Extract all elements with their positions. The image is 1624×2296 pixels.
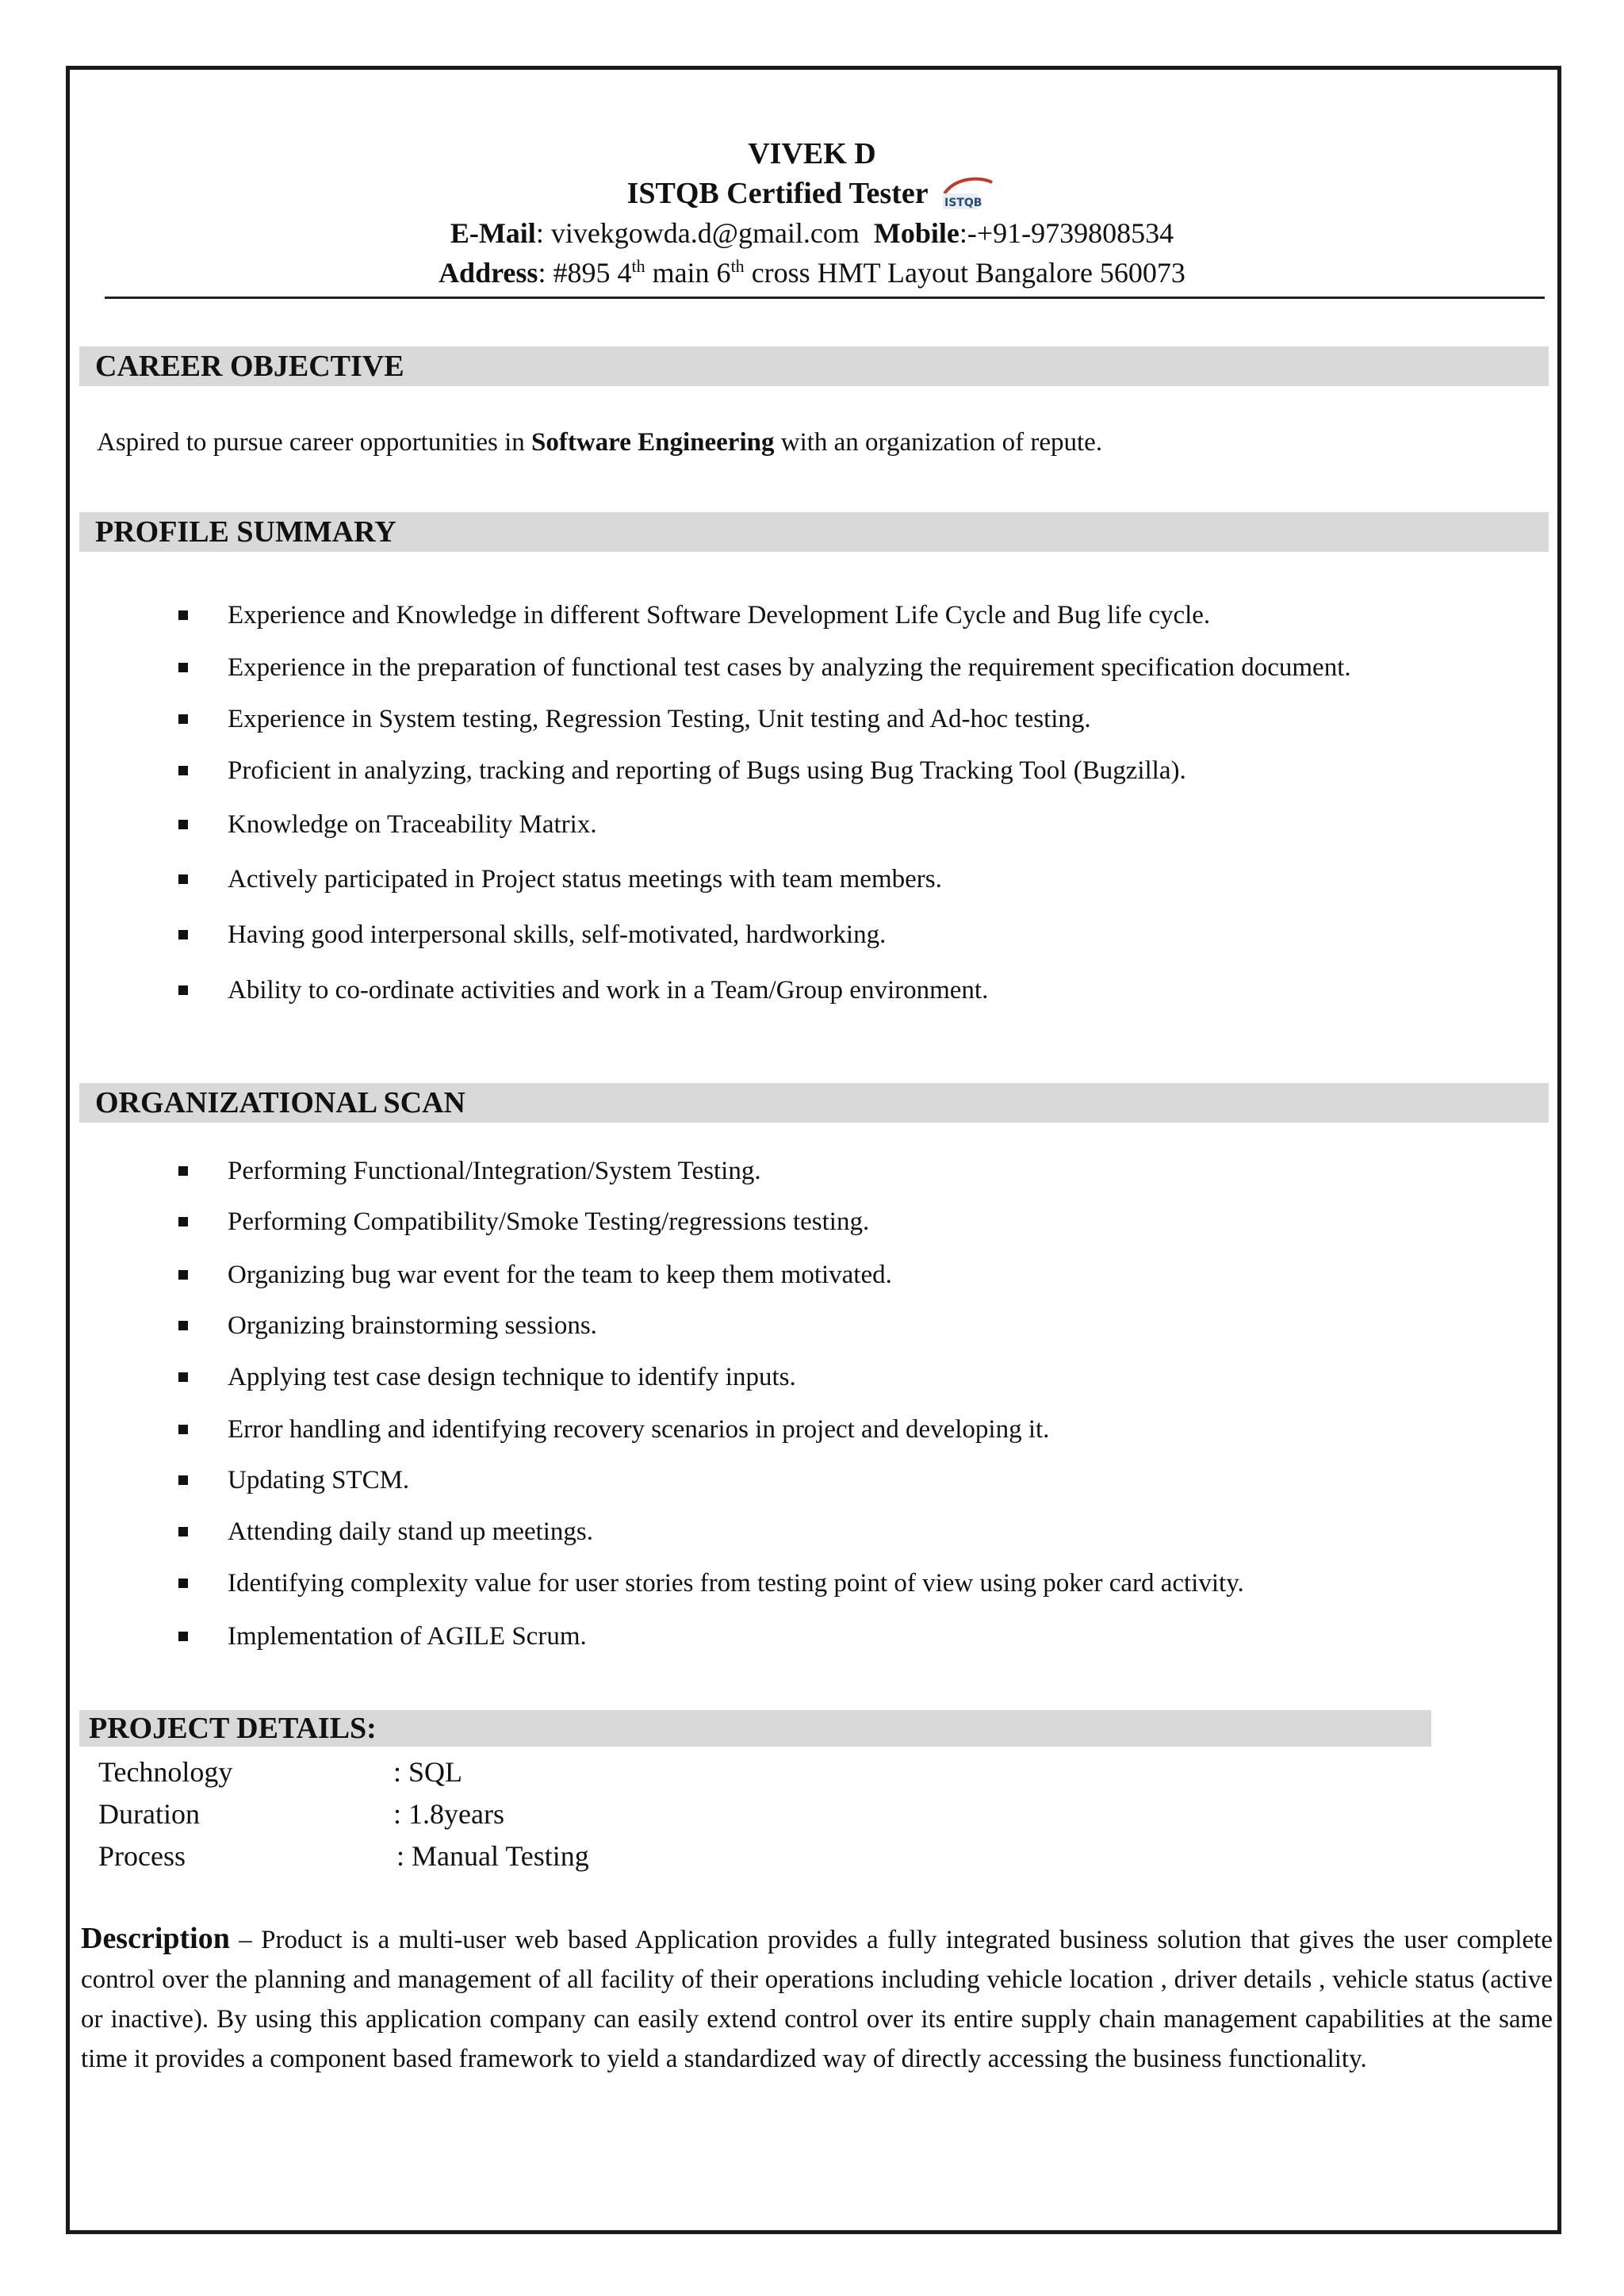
mobile-label: Mobile <box>873 217 959 249</box>
list-item-text: Applying test case design technique to identify inputs. <box>228 1363 796 1391</box>
bullet-icon <box>178 766 188 775</box>
bullet-icon <box>178 1475 188 1485</box>
project-label-process: Process <box>98 1840 186 1872</box>
header-divider <box>105 297 1545 299</box>
objective-text-bold: Software Engineering <box>531 428 775 457</box>
list-item-text: Experience in the preparation of functional test cases by analyzing the requirement specification document. <box>228 653 1351 682</box>
profile-summary-heading: PROFILE SUMMARY <box>79 512 1549 552</box>
bullet-icon <box>178 1321 188 1330</box>
candidate-name: VIVEK D <box>748 137 876 170</box>
objective-text-part: Aspired to pursue career opportunities in <box>97 428 532 457</box>
list-item-text: Identifying complexity value for user stories from testing point of view using poker card activity. <box>228 1569 1244 1598</box>
list-item-text: Organizing bug war event for the team to keep them motivated. <box>228 1261 892 1289</box>
bullet-icon <box>178 930 188 939</box>
project-value-technology: : SQL <box>393 1756 463 1788</box>
bullet-icon <box>178 1527 188 1536</box>
address-line: Address: #895 4th main 6th cross HMT Layout Bangalore 560073 <box>439 256 1185 289</box>
address-label: Address <box>439 257 538 289</box>
bullet-icon <box>178 985 188 995</box>
email-value: vivekgowda.d@gmail.com <box>550 217 860 249</box>
bullet-icon <box>178 1270 188 1280</box>
project-label-duration: Duration <box>98 1798 200 1830</box>
bullet-icon <box>178 1372 188 1382</box>
istqb-logo-icon <box>940 176 997 216</box>
organizational-scan-heading: ORGANIZATIONAL SCAN <box>79 1083 1549 1123</box>
career-objective-heading: CAREER OBJECTIVE <box>79 346 1549 386</box>
career-objective-text <box>97 428 1102 457</box>
address-sup: th <box>631 256 645 276</box>
project-label-technology: Technology <box>98 1756 233 1788</box>
description-label: Description <box>81 1922 230 1955</box>
address-sup: th <box>730 256 745 276</box>
project-details-heading: PROJECT DETAILS: <box>79 1710 1431 1747</box>
list-item-text: Performing Functional/Integration/System Testing. <box>228 1157 761 1185</box>
bullet-icon <box>178 1632 188 1641</box>
bullet-icon <box>178 610 188 620</box>
email-label: E-Mail <box>450 217 536 249</box>
list-item-text: Experience in System testing, Regression Testing, Unit testing and Ad-hoc testing. <box>228 705 1091 733</box>
address-part: main 6 <box>645 257 731 289</box>
project-value-process: : Manual Testing <box>396 1840 589 1872</box>
project-description <box>81 1919 1553 2079</box>
list-item-text: Actively participated in Project status meetings with team members. <box>228 865 942 894</box>
list-item-text: Updating STCM. <box>228 1466 410 1494</box>
address-part: #895 4 <box>553 257 632 289</box>
list-item-text: Proficient in analyzing, tracking and reporting of Bugs using Bug Tracking Tool (Bugzilla). <box>228 756 1186 785</box>
list-item-text: Attending daily stand up meetings. <box>228 1517 594 1546</box>
description-text: – Product is a multi-user web based Application provides a fully integrated business solution that gives the user complete control over the planning and management of all facility of their operations including vehicle location , driver details , vehicle status (active or inactive). By using this application company can easily extend control over its entire supply chain management capabilities at the same time it provides a component based framework to yield a standardized way of directly accessing the business functionality. <box>81 1926 1553 2073</box>
list-item-text: Experience and Knowledge in different Software Development Life Cycle and Bug life cycle. <box>228 601 1211 629</box>
bullet-icon <box>178 820 188 829</box>
list-item-text: Performing Compatibility/Smoke Testing/regressions testing. <box>228 1207 870 1236</box>
project-value-duration: : 1.8years <box>393 1798 504 1830</box>
bullet-icon <box>178 663 188 672</box>
address-part: cross HMT Layout Bangalore 560073 <box>744 257 1185 289</box>
list-item-text: Ability to co-ordinate activities and work in a Team/Group environment. <box>228 976 989 1004</box>
bullet-icon <box>178 874 188 884</box>
bullet-icon <box>178 1425 188 1434</box>
list-item-text: Organizing brainstorming sessions. <box>228 1311 597 1340</box>
list-item-text: Knowledge on Traceability Matrix. <box>228 810 597 839</box>
mobile-value: :-+91-9739808534 <box>959 217 1174 249</box>
list-item-text: Implementation of AGILE Scrum. <box>228 1622 587 1651</box>
certification-title: ISTQB Certified Tester <box>626 177 928 210</box>
contact-line: E-Mail: vivekgowda.d@gmail.com Mobile:-+91-9739808534 <box>450 217 1174 249</box>
bullet-icon <box>178 1166 188 1176</box>
bullet-icon <box>178 1578 188 1588</box>
svg-text:ISTQB: ISTQB <box>944 197 982 210</box>
bullet-icon <box>178 1217 188 1226</box>
list-item-text: Error handling and identifying recovery scenarios in project and developing it. <box>228 1415 1050 1444</box>
page-border <box>66 66 1561 2234</box>
objective-text-part: with an organization of repute. <box>774 428 1103 457</box>
list-item-text: Having good interpersonal skills, self-motivated, hardworking. <box>228 920 887 949</box>
bullet-icon <box>178 714 188 724</box>
certification-line <box>0 176 1624 216</box>
